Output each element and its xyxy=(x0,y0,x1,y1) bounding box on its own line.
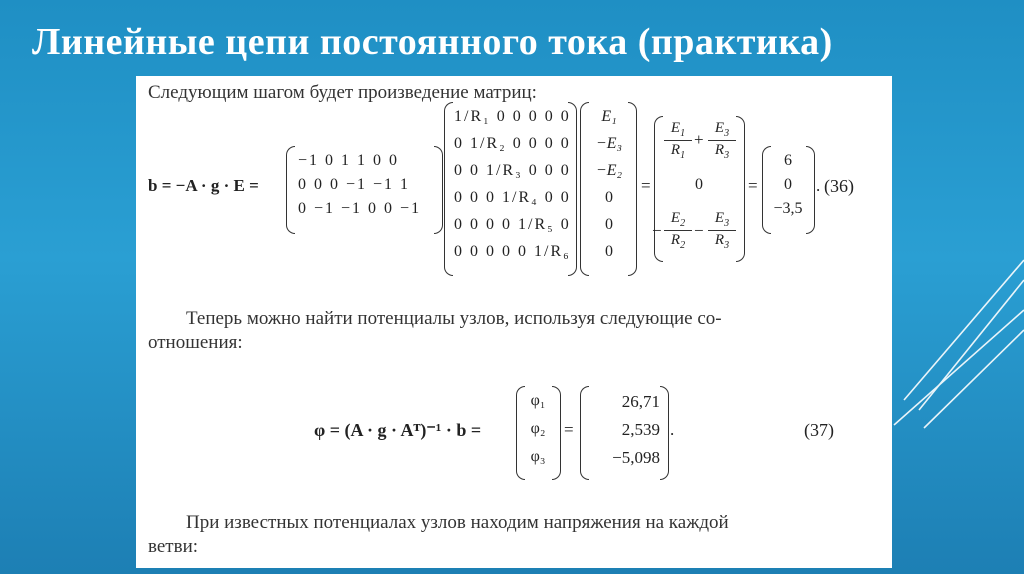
matG-row: 0 0 1/R₃ 0 0 0 xyxy=(454,162,571,179)
result36-cell: 0 xyxy=(784,176,792,193)
result36-cell: −3,5 xyxy=(773,200,803,217)
matG-row: 0 0 0 0 1/R₅ 0 xyxy=(454,216,571,233)
equals-sign: = xyxy=(564,420,574,439)
slide-title: Линейные цепи постоянного тока (практика) xyxy=(32,21,833,63)
text-line-4: При известных потенциалах узлов находим напряжения на каждой xyxy=(186,512,729,533)
result37-cell: −5,098 xyxy=(612,448,660,467)
minus-sign: − xyxy=(652,221,662,240)
document-page xyxy=(136,76,892,568)
vecE-cell: 0 xyxy=(605,216,613,233)
bracket xyxy=(444,102,453,276)
fraction: $E_3$ $R_3$ xyxy=(708,210,736,251)
matG-row: 1/R₁ 0 0 0 0 0 xyxy=(454,108,571,125)
decorative-lines-icon xyxy=(884,250,1024,430)
matA-row: −1 0 1 1 0 0 xyxy=(298,152,400,169)
bracket xyxy=(286,146,295,234)
text-line-1: Следующим шагом будет произведение матриц: xyxy=(148,82,537,103)
vecE-cell: −E₃ xyxy=(595,135,623,152)
fraction: $E_2$ $R_2$ xyxy=(664,210,692,251)
matA-row: 0 −1 −1 0 0 −1 xyxy=(298,200,422,217)
matA-row: 0 0 0 −1 −1 1 xyxy=(298,176,411,193)
phi-cell: φ₂ xyxy=(530,420,546,437)
result36-cell: 6 xyxy=(784,152,792,169)
bracket xyxy=(580,102,589,276)
vecE-cell: 0 xyxy=(605,189,613,206)
minus-sign: − xyxy=(694,221,704,240)
bracket xyxy=(552,386,561,480)
matG-row: 0 0 0 0 0 1/R₆ xyxy=(454,243,571,260)
phi-cell: φ₁ xyxy=(530,392,546,409)
text-line-5: ветви: xyxy=(148,536,199,557)
mid-zero: 0 xyxy=(695,176,703,193)
bracket xyxy=(434,146,443,234)
eq37-lhs: φ = (A · g · Aᵀ)⁻¹ · b = xyxy=(314,420,482,440)
phi-cell: φ₃ xyxy=(530,448,546,465)
eq37-number: (37) xyxy=(804,420,834,440)
result37-cell: 26,71 xyxy=(621,392,660,411)
period: . xyxy=(670,420,675,439)
eq36-lhs: b = −A · g · E = xyxy=(148,176,259,195)
bracket xyxy=(628,102,637,276)
bracket xyxy=(568,102,577,276)
period: . xyxy=(816,176,821,195)
text-line-3: отношения: xyxy=(148,332,243,353)
bracket xyxy=(580,386,589,480)
fraction: $E_3$ $R_3$ xyxy=(708,120,736,161)
eq36-number: (36) xyxy=(824,176,854,196)
vecE-cell: E₁ xyxy=(601,108,617,125)
text-line-2: Теперь можно найти потенциалы узлов, используя следующие со- xyxy=(186,308,722,329)
fraction: $E_1$ $R_1$ xyxy=(664,120,692,161)
matG-row: 0 1/R₂ 0 0 0 0 xyxy=(454,135,571,152)
equals-sign: = xyxy=(641,176,651,195)
bracket xyxy=(660,386,669,480)
matG-row: 0 0 0 1/R₄ 0 0 xyxy=(454,189,571,206)
result37-cell: 2,539 xyxy=(621,420,660,439)
vecE-cell: −E₂ xyxy=(595,162,623,179)
bracket xyxy=(736,116,745,262)
vecE-cell: 0 xyxy=(605,243,613,260)
equals-sign: = xyxy=(748,176,758,195)
bracket xyxy=(806,146,815,234)
plus-sign: + xyxy=(694,130,704,149)
